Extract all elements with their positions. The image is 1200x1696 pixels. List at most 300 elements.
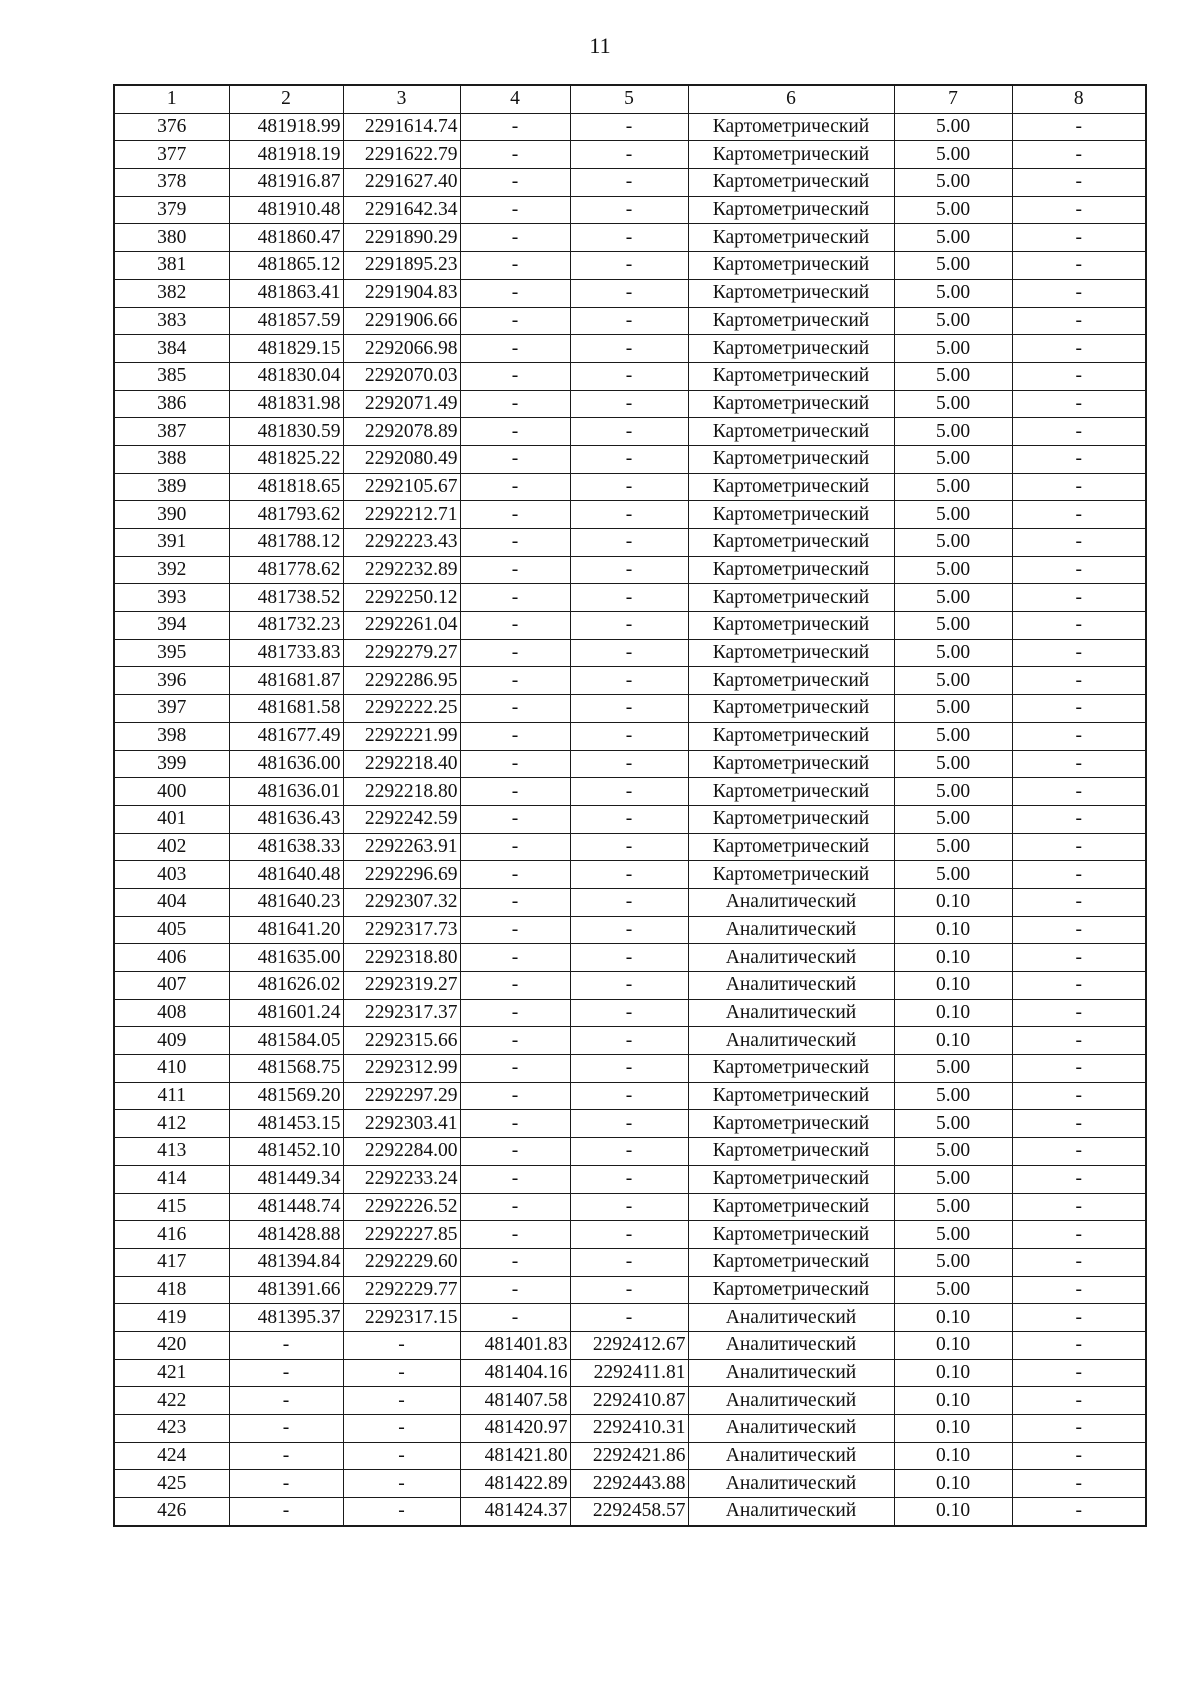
table-row xyxy=(114,972,1146,1000)
table-cell: - xyxy=(460,1304,570,1332)
table-cell: - xyxy=(1012,1248,1146,1276)
table-cell: Картометрический xyxy=(688,1276,894,1304)
table-row xyxy=(114,1027,1146,1055)
table-cell: 2292317.37 xyxy=(343,999,460,1027)
table-cell: 377 xyxy=(114,141,229,169)
table-cell: - xyxy=(570,390,688,418)
table-row xyxy=(114,888,1146,916)
table-cell: - xyxy=(570,252,688,280)
table-cell: 481635.00 xyxy=(229,944,343,972)
table-cell: - xyxy=(570,1138,688,1166)
table-cell: 2292218.80 xyxy=(343,778,460,806)
table-cell: 5.00 xyxy=(894,695,1012,723)
table-cell: 481857.59 xyxy=(229,307,343,335)
table-cell: - xyxy=(1012,1055,1146,1083)
table-cell: 481424.37 xyxy=(460,1498,570,1526)
table-cell: Аналитический xyxy=(688,1304,894,1332)
table-cell: - xyxy=(1012,113,1146,141)
table-cell: 2291627.40 xyxy=(343,169,460,197)
table-cell: 407 xyxy=(114,972,229,1000)
table-cell: 381 xyxy=(114,252,229,280)
table-cell: - xyxy=(1012,1110,1146,1138)
table-cell: - xyxy=(1012,1331,1146,1359)
table-row xyxy=(114,944,1146,972)
table-cell: 481428.88 xyxy=(229,1221,343,1249)
table-cell: Картометрический xyxy=(688,1110,894,1138)
table-cell: 2292071.49 xyxy=(343,390,460,418)
table-row xyxy=(114,1442,1146,1470)
table-cell: Картометрический xyxy=(688,861,894,889)
table-cell: - xyxy=(570,888,688,916)
table-cell: 481638.33 xyxy=(229,833,343,861)
table-cell: 2292318.80 xyxy=(343,944,460,972)
table-cell: - xyxy=(1012,695,1146,723)
table-row xyxy=(114,584,1146,612)
table-cell: 2292212.71 xyxy=(343,501,460,529)
table-cell: - xyxy=(570,529,688,557)
table-cell: 2292233.24 xyxy=(343,1165,460,1193)
table-cell: - xyxy=(570,1055,688,1083)
table-cell: 2292242.59 xyxy=(343,805,460,833)
table-cell: - xyxy=(460,501,570,529)
table-cell: 481916.87 xyxy=(229,169,343,197)
table-cell: - xyxy=(460,999,570,1027)
table-cell: - xyxy=(1012,1387,1146,1415)
table-cell: - xyxy=(1012,861,1146,889)
table-cell: Аналитический xyxy=(688,1498,894,1526)
table-row xyxy=(114,196,1146,224)
table-cell: 2292226.52 xyxy=(343,1193,460,1221)
table-row xyxy=(114,1276,1146,1304)
table-cell: - xyxy=(229,1498,343,1526)
table-cell: 5.00 xyxy=(894,1110,1012,1138)
table-cell: Аналитический xyxy=(688,944,894,972)
table-row xyxy=(114,1138,1146,1166)
table-cell: - xyxy=(343,1415,460,1443)
table-cell: 0.10 xyxy=(894,972,1012,1000)
header-row xyxy=(114,85,1146,113)
table-cell: 426 xyxy=(114,1498,229,1526)
table-cell: - xyxy=(229,1387,343,1415)
table-cell: Картометрический xyxy=(688,1138,894,1166)
table-cell: 2292221.99 xyxy=(343,722,460,750)
table-cell: 481601.24 xyxy=(229,999,343,1027)
table-cell: Картометрический xyxy=(688,667,894,695)
table-cell: 481636.01 xyxy=(229,778,343,806)
table-cell: 403 xyxy=(114,861,229,889)
table-cell: - xyxy=(229,1331,343,1359)
coordinates-table xyxy=(113,84,1147,1527)
table-cell: 5.00 xyxy=(894,612,1012,640)
table-cell: 481793.62 xyxy=(229,501,343,529)
table-cell: - xyxy=(570,196,688,224)
table-cell: Картометрический xyxy=(688,1055,894,1083)
table-cell: 2292410.31 xyxy=(570,1415,688,1443)
table-cell: - xyxy=(1012,667,1146,695)
table-cell: - xyxy=(460,307,570,335)
table-cell: 2292411.81 xyxy=(570,1359,688,1387)
table-cell: 481825.22 xyxy=(229,445,343,473)
table-row xyxy=(114,1110,1146,1138)
table-cell: - xyxy=(570,1082,688,1110)
table-cell: Картометрический xyxy=(688,418,894,446)
table-row xyxy=(114,169,1146,197)
table-cell: - xyxy=(1012,473,1146,501)
table-cell: Картометрический xyxy=(688,307,894,335)
table-cell: Картометрический xyxy=(688,612,894,640)
table-cell: 481640.48 xyxy=(229,861,343,889)
table-cell: - xyxy=(460,1276,570,1304)
table-cell: 2292297.29 xyxy=(343,1082,460,1110)
table-cell: Картометрический xyxy=(688,750,894,778)
table-cell: 5.00 xyxy=(894,1055,1012,1083)
table-cell: 0.10 xyxy=(894,916,1012,944)
table-row xyxy=(114,556,1146,584)
table-cell: - xyxy=(1012,418,1146,446)
table-cell: 385 xyxy=(114,362,229,390)
table-header xyxy=(114,85,1146,113)
column-header: 1 xyxy=(114,85,229,113)
table-cell: 481449.34 xyxy=(229,1165,343,1193)
table-cell: 2292218.40 xyxy=(343,750,460,778)
table-cell: 5.00 xyxy=(894,362,1012,390)
table-cell: - xyxy=(1012,224,1146,252)
table-cell: - xyxy=(1012,916,1146,944)
table-cell: 378 xyxy=(114,169,229,197)
table-cell: - xyxy=(570,639,688,667)
table-cell: 2292078.89 xyxy=(343,418,460,446)
table-row xyxy=(114,1415,1146,1443)
table-cell: 380 xyxy=(114,224,229,252)
table-cell: - xyxy=(570,1110,688,1138)
table-cell: Картометрический xyxy=(688,141,894,169)
table-cell: - xyxy=(1012,805,1146,833)
table-cell: - xyxy=(460,445,570,473)
table-row xyxy=(114,861,1146,889)
table-cell: - xyxy=(1012,722,1146,750)
table-cell: 481636.00 xyxy=(229,750,343,778)
table-cell: 481918.99 xyxy=(229,113,343,141)
table-cell: Картометрический xyxy=(688,1248,894,1276)
table-cell: 386 xyxy=(114,390,229,418)
table-cell: - xyxy=(1012,252,1146,280)
table-cell: Аналитический xyxy=(688,972,894,1000)
table-cell: 481568.75 xyxy=(229,1055,343,1083)
table-cell: 405 xyxy=(114,916,229,944)
table-cell: 5.00 xyxy=(894,335,1012,363)
table-cell: 414 xyxy=(114,1165,229,1193)
table-cell: - xyxy=(1012,335,1146,363)
table-cell: - xyxy=(460,279,570,307)
table-cell: - xyxy=(460,833,570,861)
table-cell: Картометрический xyxy=(688,805,894,833)
table-cell: 5.00 xyxy=(894,667,1012,695)
table-cell: 481778.62 xyxy=(229,556,343,584)
table-cell: 2292223.43 xyxy=(343,529,460,557)
table-cell: 422 xyxy=(114,1387,229,1415)
table-cell: 2292070.03 xyxy=(343,362,460,390)
table-cell: 400 xyxy=(114,778,229,806)
table-cell: - xyxy=(1012,445,1146,473)
table-row xyxy=(114,1221,1146,1249)
table-cell: 2292286.95 xyxy=(343,667,460,695)
table-cell: - xyxy=(570,445,688,473)
table-cell: 481865.12 xyxy=(229,252,343,280)
table-cell: 481448.74 xyxy=(229,1193,343,1221)
table-cell: - xyxy=(460,1193,570,1221)
table-cell: 397 xyxy=(114,695,229,723)
table-cell: 417 xyxy=(114,1248,229,1276)
table-cell: 404 xyxy=(114,888,229,916)
table-cell: 2292284.00 xyxy=(343,1138,460,1166)
table-row xyxy=(114,805,1146,833)
table-cell: Картометрический xyxy=(688,335,894,363)
table-cell: Картометрический xyxy=(688,113,894,141)
table-cell: 394 xyxy=(114,612,229,640)
table-cell: 481830.04 xyxy=(229,362,343,390)
table-cell: - xyxy=(1012,944,1146,972)
table-cell: 481918.19 xyxy=(229,141,343,169)
table-cell: 2292263.91 xyxy=(343,833,460,861)
table-cell: 2292105.67 xyxy=(343,473,460,501)
table-cell: Картометрический xyxy=(688,279,894,307)
table-cell: - xyxy=(343,1442,460,1470)
table-cell: 481640.23 xyxy=(229,888,343,916)
table-cell: 5.00 xyxy=(894,307,1012,335)
table-row xyxy=(114,999,1146,1027)
table-cell: - xyxy=(570,279,688,307)
table-cell: 2291642.34 xyxy=(343,196,460,224)
table-cell: 5.00 xyxy=(894,169,1012,197)
table-cell: 0.10 xyxy=(894,1331,1012,1359)
table-cell: 0.10 xyxy=(894,1470,1012,1498)
table-cell: Картометрический xyxy=(688,639,894,667)
table-cell: 0.10 xyxy=(894,1498,1012,1526)
table-cell: 0.10 xyxy=(894,888,1012,916)
table-cell: - xyxy=(460,335,570,363)
table-cell: Аналитический xyxy=(688,1442,894,1470)
table-cell: 5.00 xyxy=(894,279,1012,307)
table-cell: - xyxy=(570,335,688,363)
table-cell: - xyxy=(460,1138,570,1166)
table-cell: 412 xyxy=(114,1110,229,1138)
table-cell: 481677.49 xyxy=(229,722,343,750)
table-cell: 2291890.29 xyxy=(343,224,460,252)
table-cell: 2292303.41 xyxy=(343,1110,460,1138)
table-cell: 481733.83 xyxy=(229,639,343,667)
column-header: 6 xyxy=(688,85,894,113)
table-row xyxy=(114,639,1146,667)
table-cell: 5.00 xyxy=(894,584,1012,612)
table-cell: 2291904.83 xyxy=(343,279,460,307)
table-cell: 481641.20 xyxy=(229,916,343,944)
table-cell: 383 xyxy=(114,307,229,335)
table-cell: - xyxy=(460,1027,570,1055)
table-cell: - xyxy=(460,473,570,501)
table-cell: - xyxy=(570,1248,688,1276)
table-cell: - xyxy=(460,667,570,695)
table-cell: - xyxy=(460,390,570,418)
table-row xyxy=(114,1331,1146,1359)
table-cell: Картометрический xyxy=(688,390,894,418)
table-cell: - xyxy=(460,584,570,612)
table-cell: 5.00 xyxy=(894,390,1012,418)
table-cell: 2292319.27 xyxy=(343,972,460,1000)
table-cell: 481681.58 xyxy=(229,695,343,723)
table-row xyxy=(114,667,1146,695)
table-row xyxy=(114,833,1146,861)
table-cell: 481394.84 xyxy=(229,1248,343,1276)
table-cell: 5.00 xyxy=(894,833,1012,861)
table-cell: - xyxy=(460,1055,570,1083)
table-cell: 2292296.69 xyxy=(343,861,460,889)
table-cell: 421 xyxy=(114,1359,229,1387)
table-cell: 418 xyxy=(114,1276,229,1304)
table-cell: 481636.43 xyxy=(229,805,343,833)
table-cell: 481569.20 xyxy=(229,1082,343,1110)
table-cell: - xyxy=(570,972,688,1000)
table-cell: 5.00 xyxy=(894,1193,1012,1221)
table-cell: 410 xyxy=(114,1055,229,1083)
table-cell: 481738.52 xyxy=(229,584,343,612)
column-header: 7 xyxy=(894,85,1012,113)
table-row xyxy=(114,335,1146,363)
table-cell: 2292317.73 xyxy=(343,916,460,944)
table-row xyxy=(114,1304,1146,1332)
table-cell: 2292410.87 xyxy=(570,1387,688,1415)
table-cell: 5.00 xyxy=(894,750,1012,778)
table-row xyxy=(114,1470,1146,1498)
table-cell: - xyxy=(460,888,570,916)
table-row xyxy=(114,1165,1146,1193)
table-cell: - xyxy=(1012,1498,1146,1526)
table-row xyxy=(114,612,1146,640)
table-cell: 411 xyxy=(114,1082,229,1110)
table-cell: - xyxy=(570,1165,688,1193)
table-cell: 5.00 xyxy=(894,1082,1012,1110)
table-cell: - xyxy=(1012,390,1146,418)
table-cell: - xyxy=(1012,1027,1146,1055)
table-cell: 5.00 xyxy=(894,473,1012,501)
table-cell: 415 xyxy=(114,1193,229,1221)
table-cell: 5.00 xyxy=(894,501,1012,529)
table-cell: 0.10 xyxy=(894,1304,1012,1332)
table-cell: - xyxy=(460,529,570,557)
table-cell: - xyxy=(1012,1359,1146,1387)
table-cell: - xyxy=(460,196,570,224)
table-cell: Аналитический xyxy=(688,916,894,944)
table-cell: Картометрический xyxy=(688,833,894,861)
table-cell: - xyxy=(1012,1221,1146,1249)
table-cell: 5.00 xyxy=(894,224,1012,252)
table-row xyxy=(114,224,1146,252)
table-cell: 5.00 xyxy=(894,778,1012,806)
table-cell: - xyxy=(1012,1304,1146,1332)
table-row xyxy=(114,778,1146,806)
table-cell: - xyxy=(460,972,570,1000)
table-cell: 399 xyxy=(114,750,229,778)
table-cell: - xyxy=(460,1221,570,1249)
table-cell: - xyxy=(1012,972,1146,1000)
table-cell: 481395.37 xyxy=(229,1304,343,1332)
table-cell: 388 xyxy=(114,445,229,473)
table-cell: 481818.65 xyxy=(229,473,343,501)
table-cell: - xyxy=(460,639,570,667)
table-cell: - xyxy=(460,1165,570,1193)
table-cell: - xyxy=(1012,778,1146,806)
table-row xyxy=(114,473,1146,501)
table-cell: - xyxy=(1012,750,1146,778)
table-cell: - xyxy=(1012,1470,1146,1498)
table-cell: - xyxy=(460,113,570,141)
table-cell: Картометрический xyxy=(688,778,894,806)
table-row xyxy=(114,362,1146,390)
table-cell: 5.00 xyxy=(894,196,1012,224)
table-cell: - xyxy=(570,1276,688,1304)
table-cell: 481407.58 xyxy=(460,1387,570,1415)
table-cell: - xyxy=(570,307,688,335)
table-cell: 2292227.85 xyxy=(343,1221,460,1249)
table-cell: - xyxy=(1012,501,1146,529)
table-cell: 382 xyxy=(114,279,229,307)
table-cell: Картометрический xyxy=(688,529,894,557)
table-cell: 481391.66 xyxy=(229,1276,343,1304)
column-header: 8 xyxy=(1012,85,1146,113)
table-cell: - xyxy=(460,861,570,889)
table-row xyxy=(114,141,1146,169)
table-cell: 409 xyxy=(114,1027,229,1055)
table-cell: - xyxy=(1012,362,1146,390)
table-cell: 0.10 xyxy=(894,1027,1012,1055)
table-cell: Аналитический xyxy=(688,1470,894,1498)
table-cell: 0.10 xyxy=(894,999,1012,1027)
table-cell: - xyxy=(570,1027,688,1055)
table-cell: 481404.16 xyxy=(460,1359,570,1387)
table-cell: Картометрический xyxy=(688,584,894,612)
table-cell: - xyxy=(460,695,570,723)
table-cell: 0.10 xyxy=(894,1415,1012,1443)
table-cell: 5.00 xyxy=(894,556,1012,584)
table-cell: 395 xyxy=(114,639,229,667)
table-cell: 2292412.67 xyxy=(570,1331,688,1359)
table-cell: - xyxy=(460,1110,570,1138)
table-row xyxy=(114,695,1146,723)
table-cell: 2292315.66 xyxy=(343,1027,460,1055)
table-cell: 423 xyxy=(114,1415,229,1443)
table-cell: 481860.47 xyxy=(229,224,343,252)
table-cell: 481422.89 xyxy=(460,1470,570,1498)
table-cell: 392 xyxy=(114,556,229,584)
table-cell: Картометрический xyxy=(688,473,894,501)
table-cell: - xyxy=(570,805,688,833)
table-cell: - xyxy=(1012,556,1146,584)
table-cell: 481829.15 xyxy=(229,335,343,363)
table-cell: 481626.02 xyxy=(229,972,343,1000)
table-cell: - xyxy=(570,224,688,252)
table-cell: Аналитический xyxy=(688,1359,894,1387)
table-cell: - xyxy=(229,1359,343,1387)
table-cell: Картометрический xyxy=(688,445,894,473)
table-cell: - xyxy=(460,418,570,446)
table-cell: - xyxy=(229,1442,343,1470)
table-cell: - xyxy=(229,1415,343,1443)
table-cell: - xyxy=(460,556,570,584)
table-cell: 481830.59 xyxy=(229,418,343,446)
table-row xyxy=(114,113,1146,141)
table-cell: - xyxy=(343,1498,460,1526)
table-cell: - xyxy=(1012,141,1146,169)
table-cell: - xyxy=(570,362,688,390)
